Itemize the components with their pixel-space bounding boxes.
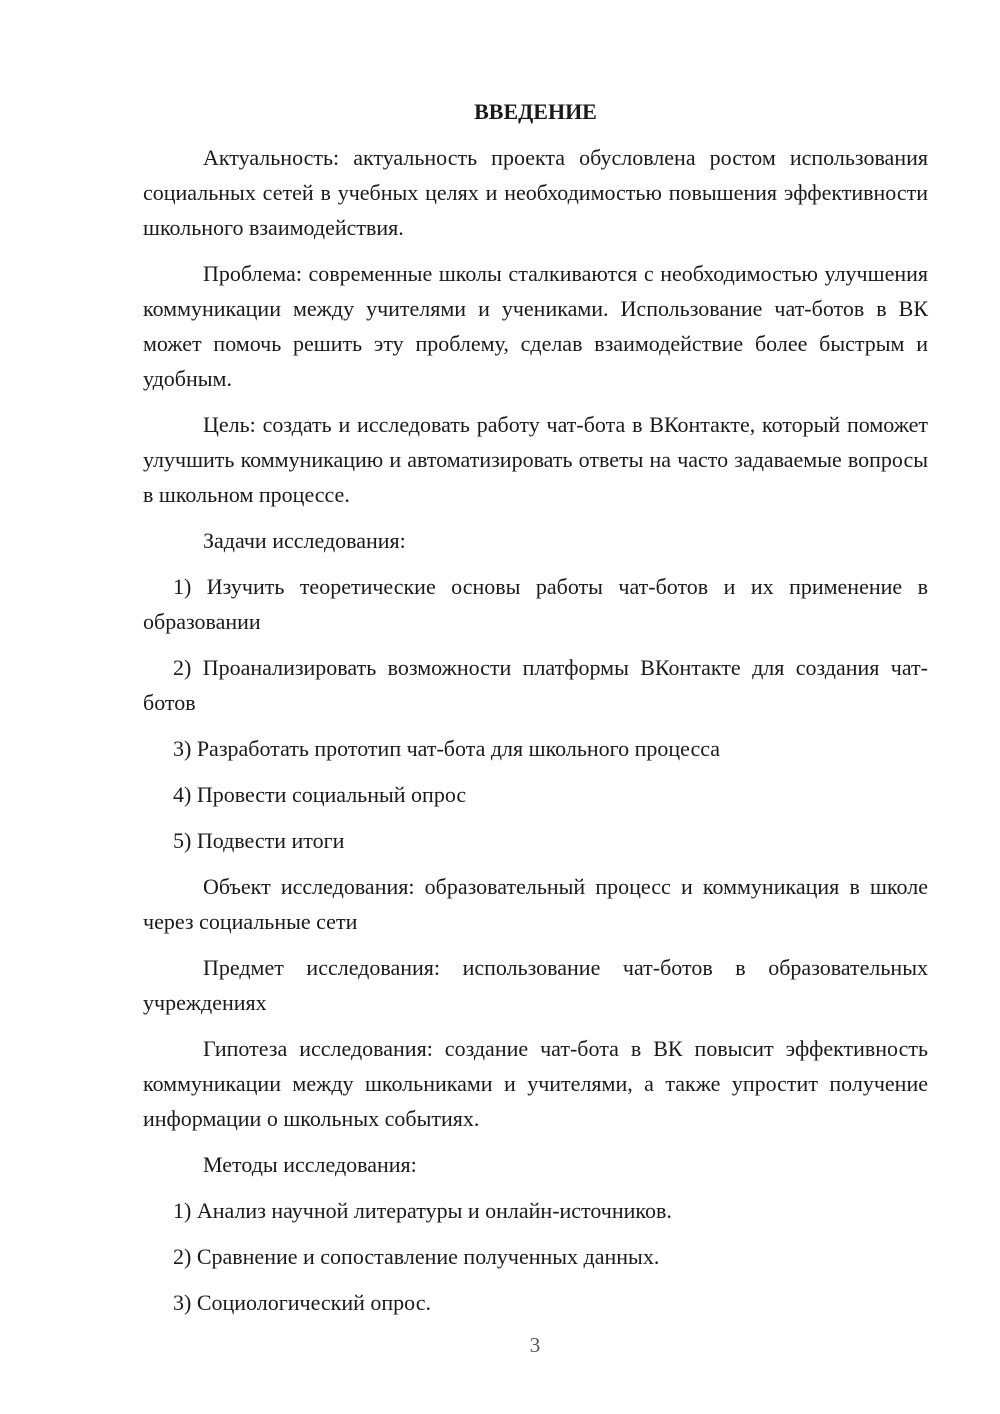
hypothesis-paragraph: Гипотеза исследования: создание чат-бота в ВК повысит эффективность коммуникации между школьниками и учителями, а также упростит получение информации о школьных событиях.	[143, 1036, 928, 1131]
goal-paragraph: Цель: создать и исследовать работу чат-бота в ВКонтакте, который поможет улучшить коммуникацию и автоматизировать ответы на часто задаваемые вопросы в школьном процессе.	[143, 412, 928, 507]
page-number: 3	[529, 1333, 541, 1357]
object-paragraph: Объект исследования: образовательный процесс и коммуникация в школе через социальные сети	[143, 874, 928, 934]
task-item: 1) Изучить теоретические основы работы чат-ботов и их применение в образовании	[143, 574, 928, 634]
task-item: 5) Подвести итоги	[173, 828, 345, 853]
method-item: 3) Социологический опрос.	[173, 1290, 431, 1315]
methods-heading: Методы исследования:	[203, 1152, 417, 1177]
task-item: 4) Провести социальный опрос	[173, 782, 467, 807]
page-title: ВВЕДЕНИЕ	[474, 99, 597, 124]
relevance-paragraph: Актуальность: актуальность проекта обусловлена ростом использования социальных сетей в учебных целях и необходимостью повышения эффективности школьного взаимодействия.	[143, 145, 928, 240]
tasks-heading: Задачи исследования:	[203, 528, 406, 553]
method-item: 1) Анализ научной литературы и онлайн-источников.	[173, 1198, 672, 1223]
method-item: 2) Сравнение и сопоставление полученных данных.	[173, 1244, 660, 1269]
document-page	[143, 94, 928, 1331]
problem-paragraph: Проблема: современные школы сталкиваются с необходимостью улучшения коммуникации между учителями и учениками. Использование чат-ботов в ВК может помочь решить эту проблему, сделав взаимодействие более быстрым и удобным.	[143, 261, 928, 391]
subject-paragraph: Предмет исследования: использование чат-ботов в образовательных учреждениях	[143, 955, 928, 1015]
task-item: 3) Разработать прототип чат-бота для школьного процесса	[173, 736, 721, 761]
task-item: 2) Проанализировать возможности платформы ВКонтакте для создания чат-ботов	[143, 655, 928, 715]
